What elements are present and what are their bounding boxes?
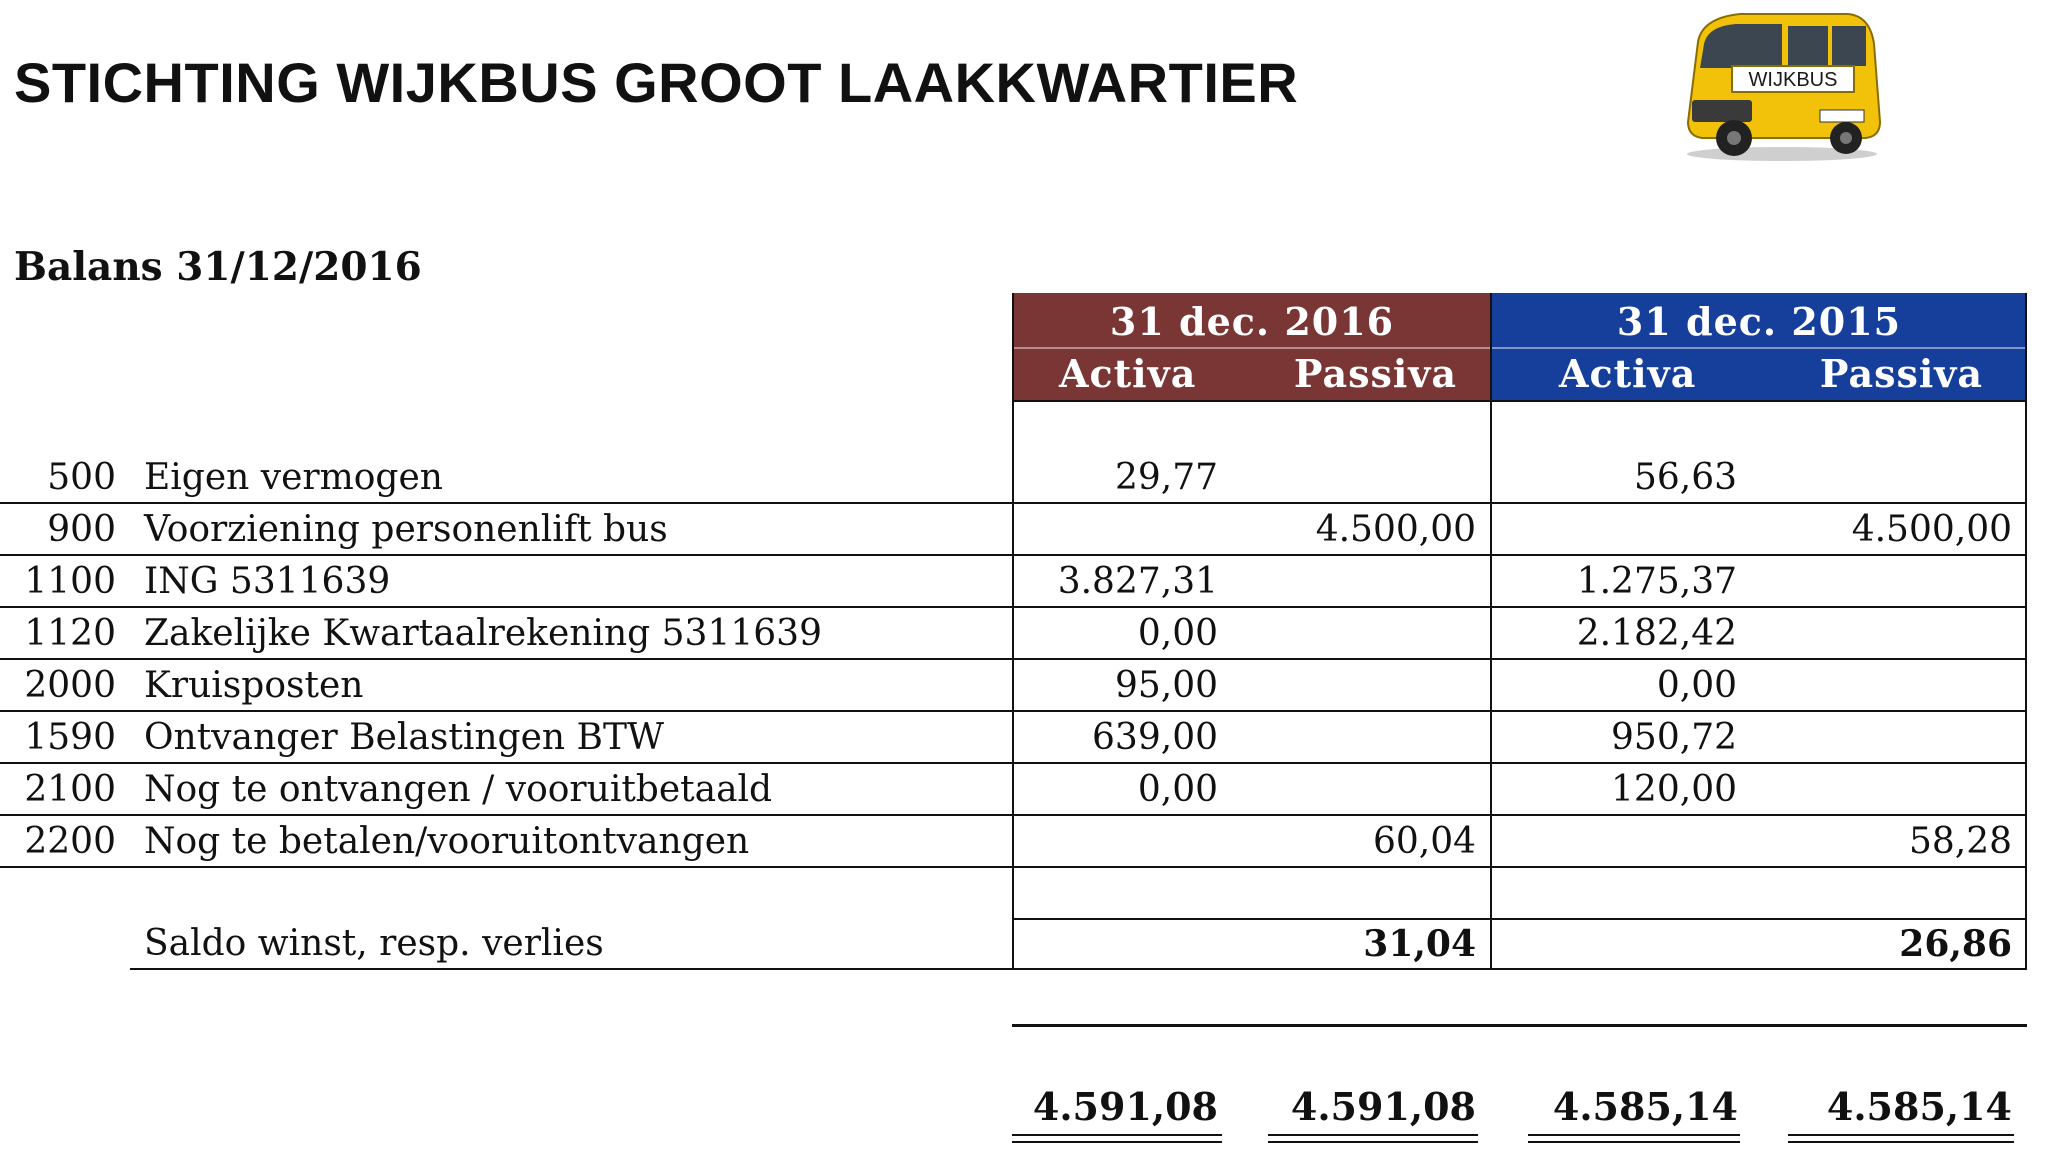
activa-2016-value: 95,00 <box>1114 665 1218 706</box>
passiva-2016-value <box>1230 452 1476 504</box>
saldo-2016-value: 31,04 <box>1363 923 1476 965</box>
account-code: 900 <box>47 509 116 550</box>
passiva-2015-label: Passiva <box>1819 351 1983 396</box>
account-description: Kruisposten <box>144 665 364 706</box>
activa-2015-value: 950,72 <box>1611 717 1737 758</box>
account-description: Nog te betalen/vooruitontvangen <box>144 821 750 862</box>
passiva-2016-value <box>1230 660 1476 712</box>
activa-2016-value: 3.827,31 <box>1057 561 1218 602</box>
wijkbus-logo <box>1670 4 1890 164</box>
account-code: 500 <box>47 457 116 498</box>
passiva-2015-value <box>1750 452 2012 504</box>
activa-2016-value <box>1020 816 1218 868</box>
passiva-2015-value <box>1750 556 2012 608</box>
account-description: Eigen vermogen <box>144 457 443 498</box>
activa-2016-value <box>1020 504 1218 556</box>
activa-2015-value: 56,63 <box>1633 457 1737 498</box>
passiva-2015-value <box>1750 764 2012 816</box>
period-2015-label: 31 dec. 2015 <box>1616 299 1902 344</box>
total-underline <box>1528 1134 1740 1143</box>
activa-2016-label: Activa <box>1059 351 1197 396</box>
activa-2016-value: 0,00 <box>1137 613 1218 654</box>
activa-2015-value <box>1500 504 1737 556</box>
activa-2016-value: 29,77 <box>1114 457 1218 498</box>
activa-2015-value <box>1500 816 1737 868</box>
passiva-2015-value <box>1750 608 2012 660</box>
passiva-2015-value: 4.500,00 <box>1851 509 2012 550</box>
passiva-2016-value: 60,04 <box>1372 821 1476 862</box>
passiva-2016-value <box>1230 712 1476 764</box>
total-underline <box>1788 1134 2014 1143</box>
total-underline <box>1012 1134 1222 1143</box>
account-description: Voorziening personenlift bus <box>144 509 668 550</box>
activa-2015-value: 120,00 <box>1611 769 1737 810</box>
total-activa-2015: 4.585,14 <box>1552 1084 1738 1129</box>
activa-2015-value: 1.275,37 <box>1576 561 1737 602</box>
total-activa-2016: 4.591,08 <box>1032 1084 1218 1129</box>
total-passiva-2016: 4.591,08 <box>1290 1084 1476 1129</box>
page-title: STICHTING WIJKBUS GROOT LAAKKWARTIER <box>14 51 1299 114</box>
header-2015 <box>1491 293 2027 400</box>
account-code: 2100 <box>24 769 116 810</box>
account-code: 2200 <box>24 821 116 862</box>
period-2016-label: 31 dec. 2016 <box>1109 299 1395 344</box>
account-description: ING 5311639 <box>144 561 391 602</box>
activa-2016-value: 639,00 <box>1092 717 1218 758</box>
account-description: Nog te ontvangen / vooruitbetaald <box>144 769 773 810</box>
account-description: Zakelijke Kwartaalrekening 5311639 <box>144 613 822 654</box>
activa-2015-value: 0,00 <box>1656 665 1737 706</box>
passiva-2015-value <box>1750 660 2012 712</box>
header-2016 <box>1013 293 1491 400</box>
logo-text: WIJKBUS <box>1748 69 1838 91</box>
activa-2015-label: Activa <box>1559 351 1697 396</box>
total-underline <box>1268 1134 1478 1143</box>
activa-2016-value: 0,00 <box>1137 769 1218 810</box>
passiva-2016-label: Passiva <box>1293 351 1457 396</box>
passiva-2016-value: 4.500,00 <box>1315 509 1476 550</box>
account-code: 1100 <box>24 561 116 602</box>
saldo-2015-value: 26,86 <box>1899 923 2012 965</box>
passiva-2016-value <box>1230 764 1476 816</box>
account-code: 2000 <box>24 665 116 706</box>
account-code: 1590 <box>24 717 116 758</box>
total-passiva-2015: 4.585,14 <box>1826 1084 2012 1129</box>
passiva-2016-value <box>1230 608 1476 660</box>
account-code: 1120 <box>24 613 116 654</box>
activa-2015-value: 2.182,42 <box>1576 613 1737 654</box>
passiva-2016-value <box>1230 556 1476 608</box>
passiva-2015-value <box>1750 712 2012 764</box>
balance-subtitle: Balans 31/12/2016 <box>14 244 422 290</box>
saldo-description: Saldo winst, resp. verlies <box>144 923 604 964</box>
passiva-2015-value: 58,28 <box>1908 821 2012 862</box>
account-description: Ontvanger Belastingen BTW <box>144 717 664 758</box>
